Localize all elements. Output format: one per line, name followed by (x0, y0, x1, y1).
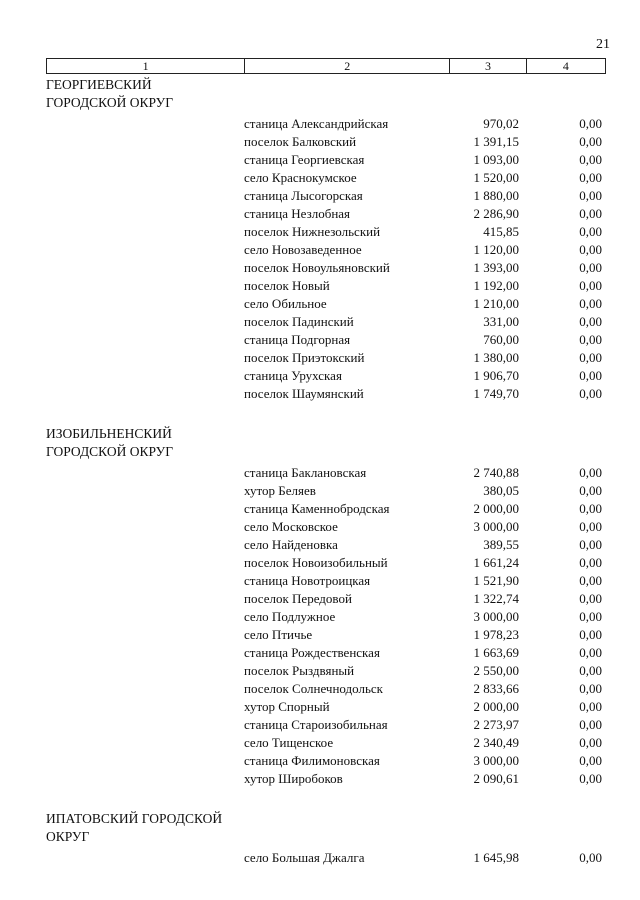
column-3-value: 3 000,00 (473, 609, 519, 624)
column-4-value: 0,00 (579, 170, 602, 185)
settlement-name: село Московское (244, 519, 338, 534)
settlement-name: станица Рождественская (244, 645, 380, 660)
settlement-name: поселок Приэтокский (244, 350, 365, 365)
column-4-value: 0,00 (579, 591, 602, 606)
settlement-name: село Птичье (244, 627, 313, 642)
settlement-name: поселок Балковский (244, 134, 357, 149)
settlement-name: станица Александрийская (244, 116, 389, 131)
table-row (46, 385, 606, 403)
column-3-value: 2 000,00 (473, 699, 519, 714)
settlement-name: станица Георгиевская (244, 152, 365, 167)
column-header-table (46, 58, 606, 74)
settlement-name: поселок Передовой (244, 591, 352, 606)
column-4-value: 0,00 (579, 368, 602, 383)
column-header-3: 3 (450, 59, 526, 74)
settlement-name: поселок Новоульяновский (244, 260, 390, 275)
column-4-value: 0,00 (579, 296, 602, 311)
column-3-value: 2 340,49 (473, 735, 519, 750)
settlement-name: станица Лысогорская (244, 188, 363, 203)
table-row (46, 500, 606, 518)
settlement-name: село Новозаведенное (244, 242, 362, 257)
table-row (46, 752, 606, 770)
table-row (46, 133, 606, 151)
settlement-name: село Тищенское (244, 735, 334, 750)
column-3-value: 2 740,88 (473, 465, 519, 480)
column-3-value: 1 322,74 (473, 591, 519, 606)
column-3-value: 2 286,90 (473, 206, 519, 221)
settlement-name: поселок Нижнезольский (244, 224, 381, 239)
settlement-name: станица Староизобильная (244, 717, 388, 732)
column-4-value: 0,00 (579, 519, 602, 534)
column-4-value: 0,00 (579, 116, 602, 131)
section-gap (46, 788, 606, 810)
table-row (46, 849, 606, 867)
column-4-value: 0,00 (579, 242, 602, 257)
table-row (46, 680, 606, 698)
settlement-name: село Большая Джалга (244, 850, 365, 865)
table-row (46, 187, 606, 205)
column-4-value: 0,00 (579, 501, 602, 516)
column-3-value: 3 000,00 (473, 519, 519, 534)
column-4-value: 0,00 (579, 573, 602, 588)
column-4-value: 0,00 (579, 206, 602, 221)
column-4-value: 0,00 (579, 386, 602, 401)
table-row (46, 626, 606, 644)
table-row (46, 295, 606, 313)
column-4-value: 0,00 (579, 134, 602, 149)
table-row (46, 151, 606, 169)
settlement-name: село Краснокумское (244, 170, 357, 185)
column-3-value: 1 520,00 (473, 170, 519, 185)
column-3-value: 1 391,15 (473, 134, 519, 149)
settlement-name: село Найденовка (244, 537, 338, 552)
page-number: 21 (596, 37, 610, 52)
column-4-value: 0,00 (579, 627, 602, 642)
table-row (46, 554, 606, 572)
district-section (46, 76, 606, 403)
settlement-name: станица Каменнобродская (244, 501, 390, 516)
table-row (46, 331, 606, 349)
column-3-value: 2 090,61 (473, 771, 519, 786)
table-row (46, 590, 606, 608)
settlement-name: поселок Рыздвяный (244, 663, 355, 678)
column-4-value: 0,00 (579, 681, 602, 696)
column-4-value: 0,00 (579, 314, 602, 329)
column-header-row (47, 59, 606, 74)
table-row (46, 115, 606, 133)
column-4-value: 0,00 (579, 645, 602, 660)
settlement-name: станица Урухская (244, 368, 342, 383)
column-4-value: 0,00 (579, 771, 602, 786)
settlement-name: поселок Шаумянский (244, 386, 364, 401)
column-3-value: 1 093,00 (473, 152, 519, 167)
column-4-value: 0,00 (579, 609, 602, 624)
table-row (46, 608, 606, 626)
column-3-value: 1 521,90 (473, 573, 519, 588)
column-3-value: 1 380,00 (473, 350, 519, 365)
table-row (46, 367, 606, 385)
settlement-name: поселок Падинский (244, 314, 354, 329)
column-4-value: 0,00 (579, 483, 602, 498)
column-3-value: 2 550,00 (473, 663, 519, 678)
column-header-1: 1 (47, 59, 245, 74)
table-row (46, 205, 606, 223)
column-3-value: 415,85 (483, 224, 519, 239)
table-row (46, 734, 606, 752)
column-4-value: 0,00 (579, 555, 602, 570)
column-4-value: 0,00 (579, 188, 602, 203)
table-row (46, 223, 606, 241)
column-3-value: 331,00 (483, 314, 519, 329)
column-4-value: 0,00 (579, 699, 602, 714)
column-4-value: 0,00 (579, 753, 602, 768)
table-row (46, 716, 606, 734)
district-name: ГЕОРГИЕВСКИЙ ГОРОДСКОЙ ОКРУГ (46, 77, 174, 110)
table-row (46, 349, 606, 367)
column-4-value: 0,00 (579, 152, 602, 167)
table-row (46, 770, 606, 788)
column-4-value: 0,00 (579, 850, 602, 865)
table-row (46, 464, 606, 482)
column-3-value: 1 120,00 (473, 242, 519, 257)
column-3-value: 1 978,23 (473, 627, 519, 642)
column-header-2: 2 (245, 59, 450, 74)
table-row (46, 259, 606, 277)
table-row (46, 313, 606, 331)
column-3-value: 1 880,00 (473, 188, 519, 203)
column-3-value: 1 393,00 (473, 260, 519, 275)
column-4-value: 0,00 (579, 735, 602, 750)
section-gap (46, 403, 606, 425)
column-4-value: 0,00 (579, 663, 602, 678)
column-3-value: 970,02 (483, 116, 519, 131)
column-4-value: 0,00 (579, 260, 602, 275)
table-row (46, 644, 606, 662)
settlement-name: станица Незлобная (244, 206, 351, 221)
column-3-value: 1 749,70 (473, 386, 519, 401)
settlement-name: хутор Спорный (244, 699, 330, 714)
column-3-value: 1 906,70 (473, 368, 519, 383)
table-row (46, 572, 606, 590)
column-4-value: 0,00 (579, 350, 602, 365)
column-4-value: 0,00 (579, 717, 602, 732)
column-header-4: 4 (526, 59, 605, 74)
table-row (46, 698, 606, 716)
column-4-value: 0,00 (579, 332, 602, 347)
district-section (46, 810, 606, 867)
table-row (46, 662, 606, 680)
settlement-name: хутор Широбоков (244, 771, 343, 786)
column-3-value: 1 645,98 (473, 850, 519, 865)
column-4-value: 0,00 (579, 465, 602, 480)
district-name: ИПАТОВСКИЙ ГОРОДСКОЙ ОКРУГ (46, 811, 223, 844)
settlement-name: поселок Солнечнодольск (244, 681, 383, 696)
column-3-value: 2 833,66 (473, 681, 519, 696)
settlement-name: село Обильное (244, 296, 327, 311)
table-row (46, 241, 606, 259)
column-3-value: 1 663,69 (473, 645, 519, 660)
column-4-value: 0,00 (579, 278, 602, 293)
table-row (46, 536, 606, 554)
column-3-value: 760,00 (483, 332, 519, 347)
settlement-name: станица Баклановская (244, 465, 367, 480)
settlement-name: поселок Новоизобильный (244, 555, 388, 570)
settlement-name: хутор Беляев (244, 483, 316, 498)
column-4-value: 0,00 (579, 224, 602, 239)
table-row (46, 518, 606, 536)
settlement-name: станица Подгорная (244, 332, 351, 347)
column-3-value: 2 273,97 (473, 717, 519, 732)
settlement-name: поселок Новый (244, 278, 330, 293)
settlement-name: станица Филимоновская (244, 753, 380, 768)
table-row (46, 482, 606, 500)
settlement-name: село Подлужное (244, 609, 336, 624)
district-section (46, 425, 606, 788)
column-3-value: 380,05 (483, 483, 519, 498)
column-3-value: 1 661,24 (473, 555, 519, 570)
column-3-value: 2 000,00 (473, 501, 519, 516)
table-row (46, 169, 606, 187)
settlement-name: станица Новотроицкая (244, 573, 371, 588)
document-body (46, 76, 606, 867)
table-row (46, 277, 606, 295)
column-4-value: 0,00 (579, 537, 602, 552)
column-3-value: 3 000,00 (473, 753, 519, 768)
column-3-value: 1 210,00 (473, 296, 519, 311)
district-name: ИЗОБИЛЬНЕНСКИЙ ГОРОДСКОЙ ОКРУГ (46, 426, 174, 459)
column-3-value: 389,55 (483, 537, 519, 552)
column-3-value: 1 192,00 (473, 278, 519, 293)
